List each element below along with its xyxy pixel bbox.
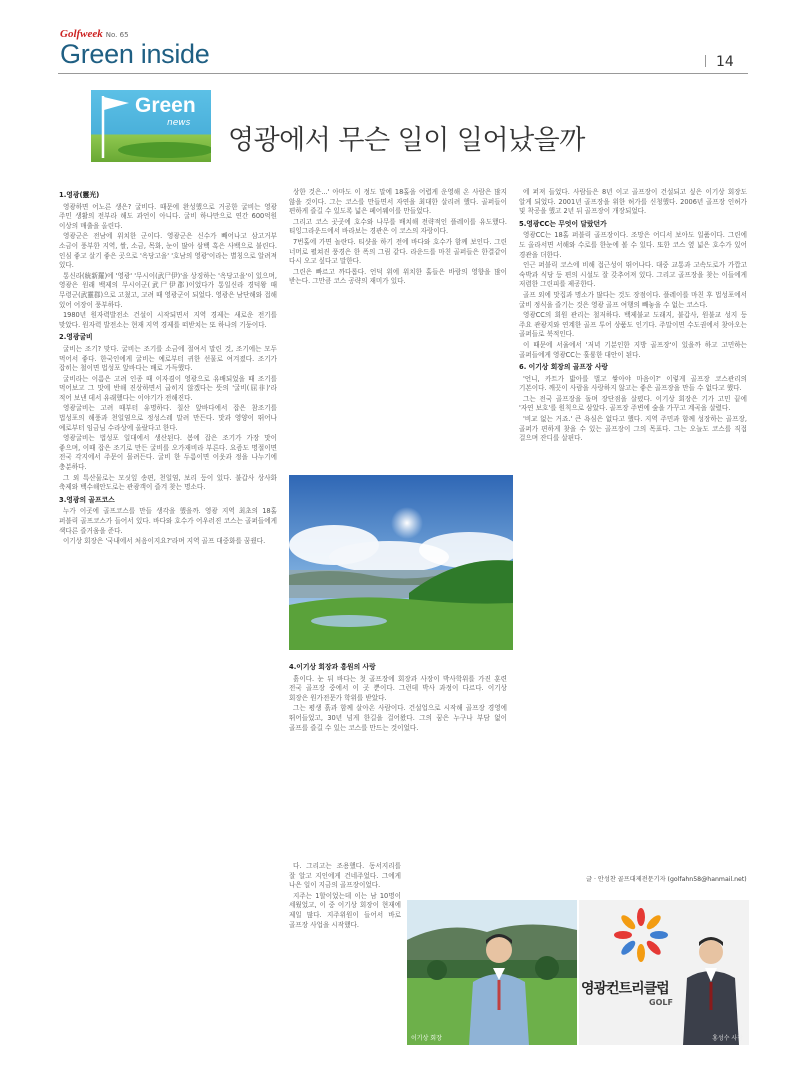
paragraph: '언니, 카트가 밟아를 벌고 쌓아야 마음이?' 이렇게 골프장 코스관리의 기본이다. 깨끗이 사람을 사랑하지 않고는 좋은 골프장을 만들 수 없다고 했다. <box>519 374 747 393</box>
paragraph: 영광굴비는 법성포 일대에서 생산된다. 봄에 잡은 조기가 가장 맛이 좋으며, 이때 잡은 조기로 만든 굴비를 오가재비라 부른다. 요즘도 명절이면 전국 각지에서 주문이 몰려든다. 굴비 한 두름이면 이웃과 정을 나누기에 충분하다. <box>59 434 277 472</box>
column-2 <box>289 188 507 468</box>
paragraph: 영광CC의 회원 관리는 철저하다. 백제불교 도래지, 불갑사, 원불교 성지 등 주요 관광지와 연계한 골프 투어 상품도 인기다. 주말이면 수도권에서 찾아오는 골퍼들로 북적인다. <box>519 311 747 339</box>
paragraph: 통신라(統新羅)에 '영광' '무시이(武尸伊)'을 상징하는 '옥당고을'이 있으며, 영광은 원래 백제의 무시이군(武尸伊郡)이었다가 통일신라 경덕왕 때 무령군(武靈郡)으로 고쳤고, 고려 때 영광군이 되었다. 영광은 남단해와 접해 있어 어장이 풍부하다. <box>59 271 277 309</box>
column-2-lower <box>289 660 507 860</box>
paragraph: 골프 외에 맛집과 명소가 많다는 것도 장점이다. 플레이를 마친 후 법성포에서 굴비 정식을 즐기는 것은 영광 골프 여행의 빼놓을 수 없는 코스다. <box>519 290 747 309</box>
paragraph: 이 때문에 서울에서 '저녁 기분인한 지방 골프장'이 있을까 하고 고민하는 골퍼들에게 영광CC는 훌륭한 대안이 된다. <box>519 340 747 359</box>
paragraph: 흙이다. 눈 뒤 바다는 첫 골프장에 회장과 사장이 박사학위를 가진 훈련 전국 골프장 중에서 이 곳 뿐이다. 그런데 박사 과정이 다르다. 이기상 회장은 원가전문가 학위를 받았다. <box>289 674 507 702</box>
paragraph: 에 퍼져 들었다. 사람들은 8년 이고 골프장이 건설되고 싶은 이기상 회장도 알게 되었다. 2001년 골프장을 위한 허가를 신청했다. 2006년 골프장 인허가 및 착공을 했고 2년 뒤 골프장이 개장되었다. <box>519 188 747 216</box>
paragraph: 영광하면 어노른 생은? 굴비다. 때문에 완성했으로 거공한 굴비는 영광 주민 생활의 전부라 해도 과언이 아니다. 굴비 하나만으로 연간 600억원 이상의 매출을 올린다. <box>59 202 277 230</box>
article-headline: 영광에서 무슨 일이 일어났을까 <box>228 125 585 156</box>
paragraph: 그 외 특산물로는 모싯잎 송편, 천일염, 보리 등이 있다. 불갑사 상사화 축제와 백수해안도로는 관광객이 즐겨 찾는 명소다. <box>59 473 277 492</box>
column-3 <box>519 188 747 1008</box>
paragraph: 인근 퍼블릭 코스에 비해 접근성이 뛰어나다. 대중 교통과 고속도로가 가깝고 숙박과 식당 등 편의 시설도 잘 갖추어져 있다. 그리고 골프장을 찾는 이들에게 저렴한 그린피를 제공한다. <box>519 261 747 289</box>
paragraph: 다. 그리고는 조용했다. 동서지리를 잘 알고 지인에게 건네주었다. 그에게 나은 일이 지금의 골프장이었다. <box>289 862 401 890</box>
club-sign: 영광컨트리클럽 <box>581 981 669 997</box>
paragraph: 1980년 원자력발전소 건설이 시작되면서 지역 경제는 새로운 전기를 맞았다. 원자력 발전소는 현재 지역 경제를 떠받치는 또 하나의 기둥이다. <box>59 311 277 329</box>
column-2-bottom <box>289 862 401 1048</box>
paragraph: 그는 전국 골프장을 돌며 장단점을 살폈다. 이기상 회장은 기가 고민 끝에 '자연 보호'를 원칙으로 삼았다. 골프장 주변에 숲을 가꾸고 계곡을 살렸다. <box>519 394 747 413</box>
logo-subtitle: news <box>167 118 191 128</box>
page-number: 14 <box>705 54 734 70</box>
paragraph: '비교 없는 거죠.' 큰 욕심은 없다고 했다. 지역 주민과 함께 성장하는 골프장, 골퍼가 편하게 찾을 수 있는 골프장이 그의 목표다. 그는 오늘도 코스를 직접 걸으며 잔디를 살핀다. <box>519 415 747 443</box>
green-news-logo <box>91 90 211 162</box>
president-photo <box>579 900 749 1045</box>
section-heading: 6. 이기상 회장의 골프장 사랑 <box>519 363 608 372</box>
section-heading: 2.영광굴비 <box>59 333 93 342</box>
paragraph: 그린은 빠르고 까다롭다. 언덕 위에 위치한 홀들은 바람의 영향을 많이 받는다. 그만큼 코스 공략의 재미가 있다. <box>289 267 507 286</box>
paragraph: 이기상 회장은 '국내에서 처음이지요?'라며 지역 골프 대중화를 꿈꿨다. <box>62 537 266 546</box>
paragraph: 누가 이곳에 골프코스를 만들 생각을 했을까. 영광 지역 최초의 18홀 퍼블릭 골프코스가 들어서 있다. 바다와 호수가 어우러진 코스는 골퍼들에게 색다른 즐거움을 준다. <box>59 507 277 535</box>
paragraph: 굴비라는 이름은 고려 인종 때 이자겸이 영광으로 유배되었을 때 조기를 먹어보고 그 맛에 반해 진상하면서 굽히지 않겠다는 뜻의 '굴비(屈非)'라 적어 보낸 데서 유래했다는 이야기가 전해진다. <box>59 374 277 402</box>
header-rule <box>58 73 748 74</box>
paragraph: 영광군은 전남에 위치한 군이다. 영광군은 신수가 빼어나고 삼고거부 소금이 풍부한 지역, 쌀, 소금, 목화, 눈이 많아 삼백 혹은 사백으로 불린다. 인심 좋고 살기 좋은 곳으로 '옥당고을' '호남의 영광'이라는 별칭으로 알려져 있다. <box>59 232 277 270</box>
photo-caption-left: 이기상 회장 <box>411 1035 442 1042</box>
section-heading: 4.이기상 회장과 흥원의 사랑 <box>289 663 376 671</box>
paragraph: 그는 평생 흙과 함께 살아온 사람이다. 건설업으로 시작해 골프장 경영에 뛰어들었고, 30년 넘게 한길을 걸어왔다. 그의 꿈은 누구나 부담 없이 골프를 즐길 수 있는 코스를 만드는 것이었다. <box>289 704 507 732</box>
paragraph: 7번홀에 가면 놀란다. 티샷을 하기 전에 바다와 호수가 함께 보인다. 그린 너머로 펼쳐진 풍경은 한 폭의 그림 같다. 라운드를 마친 골퍼들은 한결같이 다시 오고 싶다고 말한다. <box>289 237 507 266</box>
landscape-photo <box>289 475 513 650</box>
author-credit: 글 · 안성찬 골프대제전문기자 (golfahn58@hanmail.net) <box>586 876 747 883</box>
paragraph: 영광굴비는 고려 때부터 유명하다. 칠산 앞바다에서 잡은 참조기를 법성포의 해풍과 천일염으로 정성스레 말려 만든다. 맛과 영양이 뛰어나 예로부터 임금님 수라상에 올랐다고 한다. <box>59 404 277 432</box>
issue-number: No. 65 <box>105 31 129 39</box>
paragraph: 지주는 1할이었는데 이는 남 10명이 세웠었고, 이 중 이기상 회장이 현재에 제일 많다. 지주위원이 들어서 바로 골프장 사업을 시작했다. <box>289 891 401 929</box>
photo-caption-right: 홍성수 사장 <box>712 1035 743 1042</box>
chairman-photo <box>407 900 577 1045</box>
logo-title: Green <box>135 94 196 117</box>
masthead <box>60 22 210 70</box>
paragraph: 영광CC는 18홀 퍼블릭 골프장이다. 조망은 어디서 보아도 일품이다. 그린에 도 올라서면 서해와 수로를 한눈에 볼 수 있다. 또한 코스 옆 넓은 호수가 있어 경관을 더한다. <box>519 231 747 259</box>
paragraph: 상한 것은...' 아마도 이 정도 말에 18홀을 어렵게 운영해 온 사람은 많지 않을 것이다. 그는 코스를 만들면서 자연을 최대한 살리려 했다. 골퍼들이 편하게 즐길 수 있도록 넓은 페어웨이를 만들었다. <box>289 188 507 216</box>
section-title: Green inside <box>60 39 210 69</box>
paragraph: 굴비는 조기? 맞다. 굴비는 조기를 소금에 절여서 말린 것, 조기에는 모두 먹어서 좋다. 한국인에게 굴비는 예로부터 귀한 선물로 여겨졌다. 조기가 잡히는 철이면 법성포 앞바다는 배로 가득했다. <box>59 344 277 373</box>
magazine-brand: Golfweek <box>60 28 103 40</box>
section-heading: 5.영광CC는 무엇이 달랐던가 <box>519 219 607 228</box>
club-sign-sub: GOLF <box>649 998 673 1007</box>
column-1 <box>59 188 277 1048</box>
paragraph: 그리고 코스 곳곳에 호수와 나무를 배치해 전략적인 플레이를 유도했다. 티잉그라운드에서 바라보는 경관은 이 코스의 자랑이다. <box>289 217 507 236</box>
section-heading: 1.영광(靈光) <box>59 191 100 199</box>
section-heading: 3.영광의 골프코스 <box>59 495 115 504</box>
